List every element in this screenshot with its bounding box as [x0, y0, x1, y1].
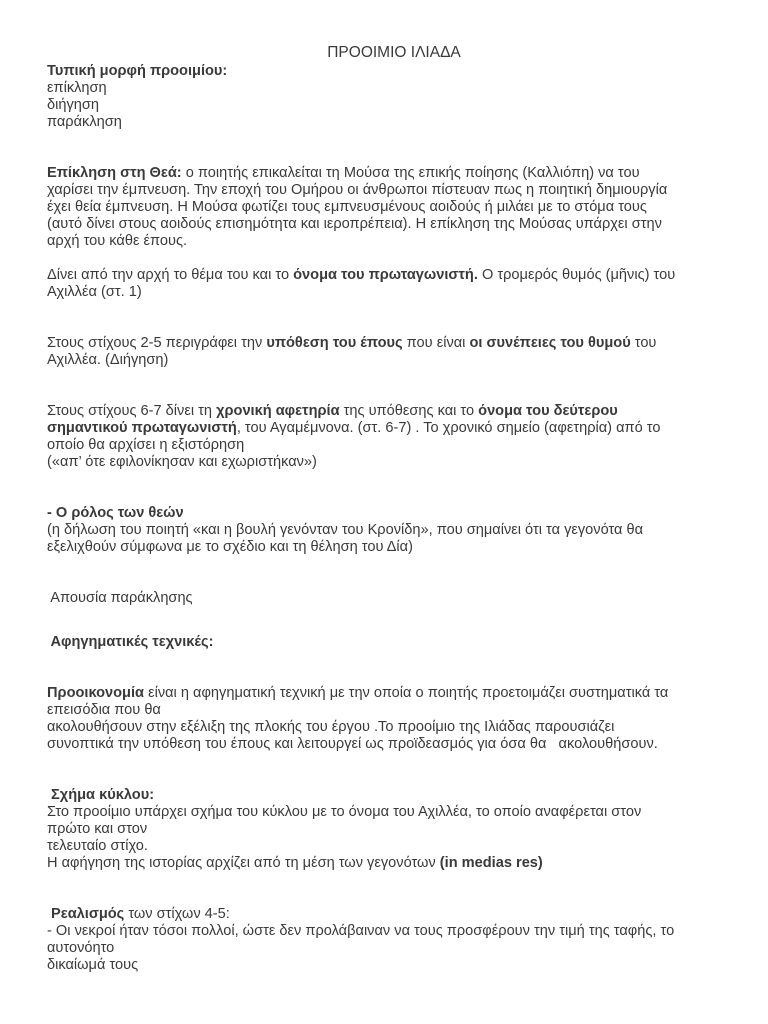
- invocation-label: Επίκληση στη Θεά:: [47, 165, 182, 181]
- subject-paragraph: Στους στίχους 2-5 περιγράφει την υπόθεση του έπους που είναι οι συνέπειες του θυμού του Αχιλλέα. (Διήγηση): [47, 335, 657, 368]
- typical-form-item: διήγηση: [47, 97, 100, 113]
- gods-role-paragraph: - Ο ρόλος των θεών (η δήλωση του ποιητή «και η βουλή γενόνταν του Κρονίδη», που σημαίνει ότι τα γεγονότα θα εξελιχθούν σύμφωνα με το σχέδιο και τη θέληση του Δία): [47, 505, 644, 555]
- typical-form-item: παράκληση: [47, 114, 122, 130]
- foreshadowing-paragraph: Προοικονομία είναι η αφηγηματική τεχνική με την οποία ο ποιητής προετοιμάζει συστηματικά τα επεισόδια που θα ακολουθήσουν στην εξέλιξη της πλοκής του έργου .Το προοίμιο της Ιλιάδας παρουσιάζει συνοπτικά την υπόθεση του έπους και λειτουργεί ως προϊδεασμός για όσα θα ακολουθήσουν.: [47, 685, 669, 752]
- typical-form-heading: Τυπική μορφή προοιμίου:: [47, 63, 228, 79]
- techniques-heading: Αφηγηματικές τεχνικές:: [47, 634, 214, 650]
- page-title: ΠΡΟΟΙΜΙΟ ΙΛΙΑΔΑ: [327, 44, 461, 61]
- realism-paragraph: Ρεαλισμός των στίχων 4-5: - Οι νεκροί ήταν τόσοι πολλοί, ώστε δεν προλάβαιναν να τους προσφέρουν την τιμή της ταφής, το αυτονόητο δικαίωμά τους: [47, 906, 675, 973]
- typical-form-item: επίκληση: [47, 80, 107, 96]
- theme-paragraph: Δίνει από την αρχή το θέμα του και το όνομα του πρωταγωνιστή. Ο τρομερός θυμός (μῆνις) του Αχιλλέα (στ. 1): [47, 267, 676, 300]
- invocation-paragraph: Επίκληση στη Θεά: ο ποιητής επικαλείται τη Μούσα της επικής ποίησης (Καλλιόπη) να του χαρίσει την έμπνευση. Την εποχή του Ομήρου οι άνθρωποι πίστευαν πως η ποιητική δημιουργία έχει θεία έμπνευση. Η Μούσα φωτίζει τους εμπνευσμένους αοιδούς ή μιλάει με το στόμα τους (αυτό δίνει στους αοιδούς επισημότητα και ιεροπρέπεια). Η επίκληση της Μούσας υπάρχει στην αρχή του κάθε έπους.: [47, 165, 668, 249]
- circle-paragraph: Σχήμα κύκλου: Στο προοίμιο υπάρχει σχήμα του κύκλου με το όνομα του Αχιλλέα, το οποίο αναφέρεται στον πρώτο και στον τελευταίο στίχο. Η αφήγηση της ιστορίας αρχίζει από τη μέση των γεγονότων (in medias res): [47, 787, 642, 871]
- no-plea-text: Απουσία παράκλησης: [47, 590, 193, 606]
- document-page: [47, 44, 727, 974]
- start-point-paragraph: Στους στίχους 6-7 δίνει τη χρονική αφετηρία της υπόθεσης και το όνομα του δεύτερου σημαντικού πρωταγωνιστή, του Αγαμέμνονα. (στ. 6-7) . Το χρονικό σημείο (αφετηρία) από το οποίο θα αρχίσει η εξιστόρηση («απ’ ότε εφιλονίκησαν και εχωριστήκαν»): [47, 403, 661, 470]
